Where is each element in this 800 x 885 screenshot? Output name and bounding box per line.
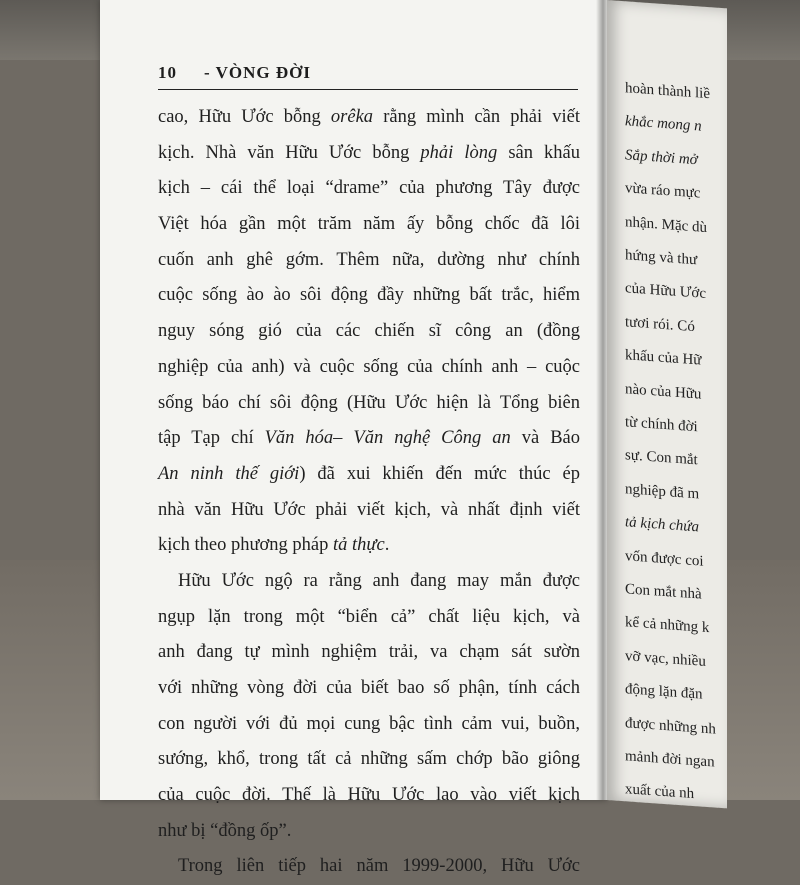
right-page-line: vốn được coi	[625, 547, 704, 570]
text-line	[158, 564, 580, 600]
text-line	[158, 707, 580, 743]
text-segment: con người với đủ mọi cung bậc tình cảm vui, buồn,	[158, 713, 580, 734]
right-page-line: tả kịch chứa	[625, 514, 699, 536]
text-segment: nguy sóng gió của các chiến sĩ công an (đồng	[158, 321, 580, 342]
right-page-line: kể cả những k	[625, 614, 710, 637]
text-line	[158, 457, 580, 493]
text-line	[158, 671, 580, 707]
text-line	[158, 742, 580, 778]
text-line	[158, 243, 580, 279]
text-segment: Hữu Ước ngộ ra rằng anh đang may mắn được	[178, 570, 580, 591]
text-line	[158, 278, 580, 314]
text-segment: Việt hóa gần một trăm năm ấy bỗng chốc đã lôi	[158, 214, 580, 235]
running-header	[158, 60, 578, 90]
text-segment: cuộc sống ào ào sôi động đầy những bất trắc, hiểm	[158, 285, 580, 306]
text-segment: kịch theo phương pháp	[158, 535, 333, 556]
text-line	[158, 207, 580, 243]
italic-text: An ninh thế giới	[158, 463, 300, 484]
italic-text: tả thực	[332, 535, 385, 556]
right-page-line: xuất của nh	[625, 781, 695, 803]
chapter-title: - VÒNG ĐỜI	[204, 63, 311, 82]
header-rule	[158, 89, 578, 90]
italic-text: orêka	[330, 107, 374, 127]
italic-text: Văn hóa– Văn nghệ Công an	[264, 428, 511, 449]
text-line	[158, 600, 580, 636]
text-line	[158, 849, 580, 885]
right-page-line: động lặn đặn	[625, 681, 703, 703]
text-segment: sống báo chí sôi động (Hữu Ước hiện là Tổng biên	[158, 392, 580, 413]
text-line	[158, 778, 580, 814]
right-page-line: của Hữu Ước	[625, 280, 707, 303]
right-page-line: vỡ vạc, nhiều	[625, 648, 706, 670]
right-page-line: được những nh	[625, 714, 716, 738]
body-text	[158, 100, 580, 885]
text-segment: kịch – cái thể loại “drame” của phương Tây được	[158, 178, 580, 199]
right-page	[607, 0, 727, 808]
text-segment: kịch. Nhà văn Hữu Ước bỗng	[158, 142, 421, 163]
text-line	[158, 350, 580, 386]
right-page-line: nhận. Mặc dù	[625, 213, 708, 236]
text-line	[158, 314, 580, 350]
text-segment: như bị “đồng ốp”.	[158, 820, 292, 841]
italic-text: phải lòng	[420, 142, 498, 163]
right-page-line: vừa ráo mực	[625, 180, 701, 202]
text-segment: và Báo	[510, 428, 580, 449]
text-segment: ngụp lặn trong một “biển cả” chất liệu kịch, và	[158, 606, 580, 627]
right-page-line: khấu của Hữ	[625, 347, 702, 369]
text-line	[158, 136, 580, 172]
text-segment: rằng mình cần phải viết	[373, 107, 580, 127]
right-page-line: mảnh đời ngan	[625, 748, 715, 771]
right-page-line: hoàn thành liề	[625, 80, 710, 103]
text-segment: .	[384, 535, 390, 556]
text-segment: tập Tạp chí	[158, 428, 265, 449]
text-segment: với những vòng đời của biết bao số phận, tính cách	[158, 678, 580, 698]
text-line	[158, 635, 580, 671]
right-page-line: nào của Hữu	[625, 380, 702, 403]
text-segment: cuốn anh ghê gớm. Thêm nữa, dường như chính	[158, 249, 580, 270]
text-segment: anh đang tự mình nghiệm trải, va chạm sát sườn	[158, 642, 580, 663]
text-segment: nghiệp của anh) và cuộc sống của chính anh – cuộc	[158, 356, 580, 377]
right-page-line: Con mắt nhà	[625, 581, 702, 603]
text-segment: Trong liên tiếp hai năm 1999-2000, Hữu Ước	[178, 856, 580, 877]
right-page-line: tươi rói. Có	[625, 314, 695, 335]
text-segment: cao, Hữu Ước bỗng	[158, 107, 331, 127]
right-page-line: Sắp thời mở	[625, 147, 698, 169]
text-line	[158, 171, 580, 207]
text-line	[158, 421, 580, 457]
text-line	[158, 814, 580, 850]
text-line	[158, 528, 580, 564]
text-segment: ) đã xui khiến đến mức thúc ép	[299, 463, 580, 484]
right-page-line: khắc mong n	[625, 113, 702, 136]
page-number: 10	[158, 63, 177, 82]
text-line	[158, 493, 580, 529]
right-page-line: sự. Con mắt	[625, 447, 698, 469]
right-page-line: hứng và thư	[625, 247, 698, 269]
right-page-line: từ chính đời	[625, 414, 698, 436]
text-segment: sân khấu	[497, 142, 581, 163]
text-line	[158, 100, 580, 136]
right-page-line: nghiệp đã m	[625, 481, 700, 503]
text-segment: của cuộc đời. Thế là Hữu Ước lao vào viết kịch	[158, 785, 580, 806]
text-line	[158, 386, 580, 422]
text-segment: sướng, khổ, trong tất cả những sấm chớp bão giông	[158, 749, 580, 770]
text-segment: nhà văn Hữu Ước phải viết kịch, và nhất định viết	[158, 499, 580, 520]
